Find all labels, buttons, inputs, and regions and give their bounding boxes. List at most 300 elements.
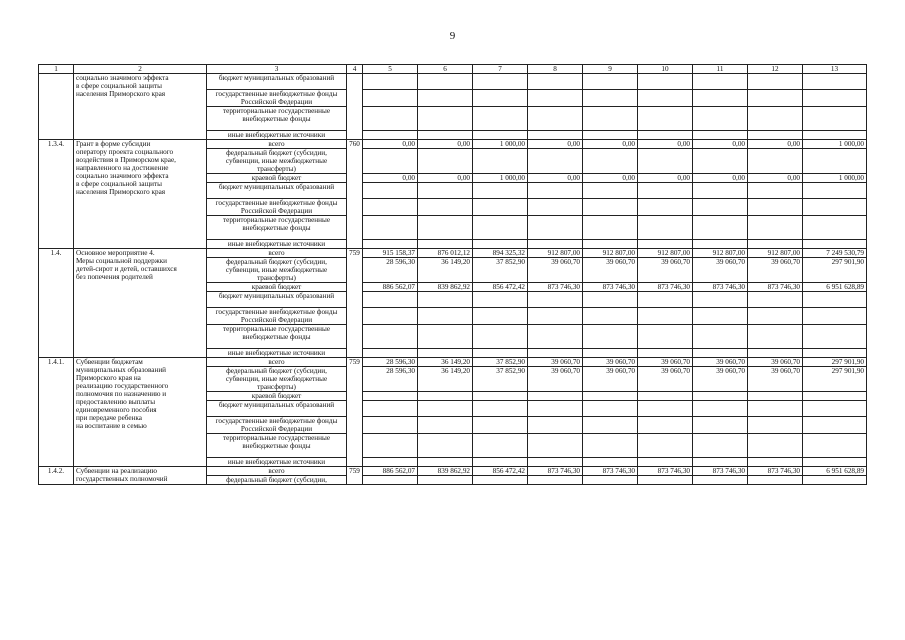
amount-cell [418, 401, 473, 417]
amount-cell: 0,00 [418, 174, 473, 183]
amount-cell [418, 90, 473, 107]
amount-cell [473, 476, 528, 485]
amount-cell [528, 199, 583, 216]
amount-cell: 0,00 [418, 140, 473, 149]
amount-cell [748, 401, 803, 417]
column-header: 13 [803, 65, 867, 74]
amount-cell: 912 807,00 [638, 249, 693, 258]
amount-cell: 912 807,00 [583, 249, 638, 258]
table-row [39, 140, 867, 149]
item-name: Основное мероприятие 4. Меры социальной поддержки детей-сирот и детей, оставшихся без попечения родителей [74, 249, 207, 358]
amount-cell: 39 060,70 [638, 367, 693, 392]
amount-cell: 39 060,70 [528, 258, 583, 283]
item-name: Субвенции бюджетам муниципальных образований Приморского края на реализацию государственного полномочия по назначению и предоставлению выплаты единовременного пособия при передаче ребенка на воспитание в семью [74, 358, 207, 467]
amount-cell [418, 476, 473, 485]
amount-cell [583, 458, 638, 467]
amount-cell: 28 596,30 [363, 367, 418, 392]
amount-cell: 39 060,70 [638, 358, 693, 367]
amount-cell [748, 199, 803, 216]
amount-cell [803, 292, 867, 308]
amount-cell: 39 060,70 [693, 358, 748, 367]
amount-cell: 39 060,70 [528, 358, 583, 367]
amount-cell [748, 308, 803, 325]
amount-cell [583, 392, 638, 401]
amount-cell [638, 90, 693, 107]
amount-cell: 894 325,32 [473, 249, 528, 258]
amount-cell: 39 060,70 [583, 367, 638, 392]
funding-source: федеральный бюджет (субсидии, субвенции, иные межбюджетные трансферты) [207, 149, 347, 174]
amount-cell: 873 746,30 [583, 467, 638, 476]
amount-cell [638, 74, 693, 90]
amount-cell [363, 349, 418, 358]
amount-cell [693, 240, 748, 249]
amount-cell [528, 476, 583, 485]
column-header: 11 [693, 65, 748, 74]
amount-cell [583, 149, 638, 174]
amount-cell [803, 240, 867, 249]
funding-source: всего [207, 249, 347, 258]
column-header: 7 [473, 65, 528, 74]
amount-cell [473, 199, 528, 216]
amount-cell [693, 458, 748, 467]
item-name: Грант в форме субсидии оператору проекта социального воздействия в Приморском крае, направленного на достижение социально значимого эффекта в сфере социальной защиты населения Приморского края [74, 140, 207, 249]
amount-cell [583, 183, 638, 199]
amount-cell [748, 476, 803, 485]
column-header: 5 [363, 65, 418, 74]
amount-cell [638, 434, 693, 458]
funding-source: территориальные государственные внебюджетные фонды [207, 216, 347, 240]
amount-cell [693, 308, 748, 325]
amount-cell: 0,00 [638, 174, 693, 183]
table-row [39, 74, 867, 90]
amount-cell [363, 434, 418, 458]
amount-cell [363, 149, 418, 174]
amount-cell [418, 458, 473, 467]
funding-source: всего [207, 358, 347, 367]
column-header: 8 [528, 65, 583, 74]
funding-source: иные внебюджетные источники [207, 349, 347, 358]
amount-cell: 39 060,70 [748, 258, 803, 283]
amount-cell [363, 74, 418, 90]
amount-cell [693, 476, 748, 485]
column-header: 2 [74, 65, 207, 74]
amount-cell [473, 131, 528, 140]
amount-cell [473, 292, 528, 308]
amount-cell [803, 308, 867, 325]
funding-source: иные внебюджетные источники [207, 240, 347, 249]
amount-cell [363, 107, 418, 131]
amount-cell [528, 349, 583, 358]
funding-source: федеральный бюджет (субсидии, субвенции, иные межбюджетные трансферты) [207, 367, 347, 392]
amount-cell [363, 216, 418, 240]
amount-cell: 0,00 [748, 140, 803, 149]
table-row [39, 249, 867, 258]
amount-cell [583, 199, 638, 216]
funding-source: бюджет муниципальных образований [207, 292, 347, 308]
column-header: 6 [418, 65, 473, 74]
amount-cell [363, 401, 418, 417]
amount-cell [418, 216, 473, 240]
amount-cell: 1 000,00 [473, 174, 528, 183]
column-header: 12 [748, 65, 803, 74]
amount-cell: 297 901,90 [803, 358, 867, 367]
amount-cell: 1 000,00 [803, 140, 867, 149]
amount-cell: 37 852,90 [473, 367, 528, 392]
amount-cell [693, 107, 748, 131]
amount-cell: 912 807,00 [528, 249, 583, 258]
amount-cell [583, 325, 638, 349]
amount-cell [528, 74, 583, 90]
funding-source: территориальные государственные внебюджетные фонды [207, 107, 347, 131]
amount-cell [803, 131, 867, 140]
amount-cell [803, 401, 867, 417]
amount-cell [803, 216, 867, 240]
amount-cell [528, 149, 583, 174]
amount-cell [418, 349, 473, 358]
funding-source: государственные внебюджетные фонды Российской Федерации [207, 199, 347, 216]
amount-cell [748, 392, 803, 401]
amount-cell [803, 149, 867, 174]
item-name: социально значимого эффекта в сфере социальной защиты населения Приморского края [74, 74, 207, 140]
amount-cell [528, 417, 583, 434]
amount-cell [803, 417, 867, 434]
program-finance-table [38, 64, 867, 485]
amount-cell [693, 131, 748, 140]
amount-cell [748, 74, 803, 90]
amount-cell [473, 74, 528, 90]
funding-source: всего [207, 467, 347, 476]
funding-source: территориальные государственные внебюджетные фонды [207, 325, 347, 349]
amount-cell [418, 308, 473, 325]
column-header: 4 [347, 65, 363, 74]
amount-cell [418, 240, 473, 249]
funding-source: всего [207, 140, 347, 149]
funding-source: краевой бюджет [207, 174, 347, 183]
amount-cell: 0,00 [363, 174, 418, 183]
amount-cell [803, 74, 867, 90]
amount-cell [583, 349, 638, 358]
amount-cell: 856 472,42 [473, 467, 528, 476]
amount-cell: 39 060,70 [528, 367, 583, 392]
amount-cell: 0,00 [583, 174, 638, 183]
amount-cell [418, 131, 473, 140]
amount-cell [803, 325, 867, 349]
budget-code: 759 [347, 467, 363, 485]
amount-cell [473, 107, 528, 131]
amount-cell: 873 746,30 [638, 467, 693, 476]
amount-cell [748, 131, 803, 140]
amount-cell [583, 476, 638, 485]
amount-cell [638, 292, 693, 308]
amount-cell: 37 852,90 [473, 358, 528, 367]
amount-cell [748, 458, 803, 467]
amount-cell [528, 434, 583, 458]
amount-cell: 856 472,42 [473, 283, 528, 292]
amount-cell: 912 807,00 [693, 249, 748, 258]
amount-cell: 6 951 628,89 [803, 283, 867, 292]
amount-cell [473, 458, 528, 467]
amount-cell [693, 417, 748, 434]
amount-cell: 915 158,37 [363, 249, 418, 258]
amount-cell [363, 199, 418, 216]
amount-cell [473, 417, 528, 434]
amount-cell [418, 392, 473, 401]
amount-cell [748, 107, 803, 131]
amount-cell [748, 434, 803, 458]
column-header: 9 [583, 65, 638, 74]
amount-cell [693, 292, 748, 308]
amount-cell: 36 149,20 [418, 367, 473, 392]
amount-cell: 886 562,07 [363, 467, 418, 476]
amount-cell [803, 90, 867, 107]
amount-cell: 36 149,20 [418, 258, 473, 283]
amount-cell [418, 325, 473, 349]
amount-cell [418, 183, 473, 199]
amount-cell [638, 417, 693, 434]
table-row [39, 467, 867, 476]
amount-cell: 0,00 [528, 174, 583, 183]
amount-cell [363, 308, 418, 325]
amount-cell: 6 951 628,89 [803, 467, 867, 476]
amount-cell [528, 183, 583, 199]
column-header: 3 [207, 65, 347, 74]
amount-cell: 39 060,70 [693, 258, 748, 283]
item-number: 1.4.2. [39, 467, 74, 485]
amount-cell [418, 199, 473, 216]
funding-source: краевой бюджет [207, 392, 347, 401]
amount-cell [418, 292, 473, 308]
amount-cell [473, 308, 528, 325]
amount-cell [473, 183, 528, 199]
funding-source: государственные внебюджетные фонды Российской Федерации [207, 417, 347, 434]
amount-cell [748, 325, 803, 349]
amount-cell: 873 746,30 [693, 467, 748, 476]
amount-cell: 0,00 [748, 174, 803, 183]
amount-cell [363, 292, 418, 308]
amount-cell: 873 746,30 [748, 283, 803, 292]
amount-cell [803, 458, 867, 467]
amount-cell [748, 417, 803, 434]
amount-cell: 873 746,30 [528, 283, 583, 292]
amount-cell [528, 107, 583, 131]
amount-cell: 39 060,70 [748, 358, 803, 367]
amount-cell [638, 107, 693, 131]
item-number: 1.3.4. [39, 140, 74, 249]
amount-cell [363, 90, 418, 107]
amount-cell [583, 434, 638, 458]
amount-cell: 0,00 [583, 140, 638, 149]
amount-cell [803, 183, 867, 199]
amount-cell [638, 401, 693, 417]
amount-cell: 39 060,70 [748, 367, 803, 392]
budget-code: 760 [347, 140, 363, 249]
amount-cell [583, 216, 638, 240]
amount-cell [693, 90, 748, 107]
amount-cell [363, 325, 418, 349]
item-number: 1.4. [39, 249, 74, 358]
funding-source: бюджет муниципальных образований [207, 183, 347, 199]
amount-cell [528, 401, 583, 417]
funding-source: иные внебюджетные источники [207, 131, 347, 140]
amount-cell [363, 417, 418, 434]
amount-cell: 839 862,92 [418, 283, 473, 292]
funding-source: иные внебюджетные источники [207, 458, 347, 467]
amount-cell [638, 458, 693, 467]
amount-cell: 39 060,70 [583, 358, 638, 367]
amount-cell [693, 199, 748, 216]
amount-cell [583, 74, 638, 90]
amount-cell [528, 240, 583, 249]
amount-cell: 297 901,90 [803, 258, 867, 283]
amount-cell: 0,00 [363, 140, 418, 149]
amount-cell [693, 325, 748, 349]
amount-cell [528, 216, 583, 240]
amount-cell [748, 149, 803, 174]
amount-cell [638, 131, 693, 140]
amount-cell [693, 183, 748, 199]
amount-cell: 0,00 [528, 140, 583, 149]
amount-cell [693, 149, 748, 174]
amount-cell: 873 746,30 [693, 283, 748, 292]
amount-cell: 873 746,30 [638, 283, 693, 292]
amount-cell [693, 392, 748, 401]
item-number: 1.4.1. [39, 358, 74, 467]
amount-cell [638, 240, 693, 249]
funding-source: федеральный бюджет (субсидии, субвенции, иные межбюджетные трансферты) [207, 258, 347, 283]
amount-cell: 36 149,20 [418, 358, 473, 367]
amount-cell [638, 183, 693, 199]
amount-cell: 28 596,30 [363, 258, 418, 283]
funding-source: бюджет муниципальных образований [207, 401, 347, 417]
amount-cell [473, 349, 528, 358]
amount-cell [693, 401, 748, 417]
funding-source: территориальные государственные внебюджетные фонды [207, 434, 347, 458]
amount-cell [693, 216, 748, 240]
amount-cell: 912 807,00 [748, 249, 803, 258]
amount-cell: 0,00 [693, 174, 748, 183]
amount-cell [638, 216, 693, 240]
amount-cell [583, 107, 638, 131]
amount-cell: 39 060,70 [638, 258, 693, 283]
amount-cell [363, 183, 418, 199]
amount-cell [638, 325, 693, 349]
amount-cell [473, 434, 528, 458]
amount-cell: 7 249 530,79 [803, 249, 867, 258]
amount-cell [583, 308, 638, 325]
amount-cell: 39 060,70 [583, 258, 638, 283]
amount-cell [638, 149, 693, 174]
amount-cell [693, 349, 748, 358]
funding-source: государственные внебюджетные фонды Российской Федерации [207, 308, 347, 325]
funding-source: краевой бюджет [207, 283, 347, 292]
amount-cell [583, 240, 638, 249]
amount-cell [363, 476, 418, 485]
amount-cell [528, 458, 583, 467]
amount-cell: 0,00 [693, 140, 748, 149]
amount-cell: 0,00 [638, 140, 693, 149]
item-name: Субвенции на реализацию государственных полномочий [74, 467, 207, 485]
header-row [39, 65, 867, 74]
amount-cell [638, 392, 693, 401]
amount-cell [748, 240, 803, 249]
amount-cell [638, 199, 693, 216]
amount-cell [583, 401, 638, 417]
amount-cell [803, 107, 867, 131]
funding-source: государственные внебюджетные фонды Российской Федерации [207, 90, 347, 107]
amount-cell [528, 292, 583, 308]
amount-cell [473, 216, 528, 240]
amount-cell [748, 292, 803, 308]
amount-cell: 28 596,30 [363, 358, 418, 367]
amount-cell [748, 216, 803, 240]
amount-cell [473, 149, 528, 174]
amount-cell [748, 90, 803, 107]
column-header: 10 [638, 65, 693, 74]
amount-cell: 839 862,92 [418, 467, 473, 476]
amount-cell [363, 392, 418, 401]
column-header: 1 [39, 65, 74, 74]
amount-cell: 876 012,12 [418, 249, 473, 258]
amount-cell [803, 434, 867, 458]
amount-cell [473, 392, 528, 401]
amount-cell [583, 90, 638, 107]
amount-cell [473, 401, 528, 417]
budget-code: 759 [347, 249, 363, 358]
amount-cell [803, 199, 867, 216]
amount-cell [638, 476, 693, 485]
amount-cell [803, 392, 867, 401]
amount-cell: 873 746,30 [528, 467, 583, 476]
amount-cell [583, 417, 638, 434]
amount-cell: 39 060,70 [693, 367, 748, 392]
amount-cell [418, 74, 473, 90]
amount-cell [418, 434, 473, 458]
amount-cell [418, 149, 473, 174]
amount-cell [363, 458, 418, 467]
item-number [39, 74, 74, 140]
budget-code [347, 74, 363, 140]
amount-cell [418, 107, 473, 131]
amount-cell [528, 325, 583, 349]
amount-cell: 873 746,30 [748, 467, 803, 476]
page-number: 9 [449, 30, 456, 42]
amount-cell [638, 308, 693, 325]
amount-cell [528, 131, 583, 140]
table-row [39, 358, 867, 367]
amount-cell [693, 74, 748, 90]
amount-cell [693, 434, 748, 458]
amount-cell: 1 000,00 [473, 140, 528, 149]
amount-cell [528, 308, 583, 325]
amount-cell [418, 417, 473, 434]
amount-cell: 886 562,07 [363, 283, 418, 292]
funding-source: федеральный бюджет (субсидии, [207, 476, 347, 485]
amount-cell [803, 476, 867, 485]
amount-cell [583, 131, 638, 140]
amount-cell [473, 240, 528, 249]
amount-cell [638, 349, 693, 358]
amount-cell [528, 392, 583, 401]
amount-cell: 873 746,30 [583, 283, 638, 292]
amount-cell [473, 325, 528, 349]
amount-cell: 1 000,00 [803, 174, 867, 183]
amount-cell: 37 852,90 [473, 258, 528, 283]
amount-cell [583, 292, 638, 308]
amount-cell [528, 90, 583, 107]
amount-cell [363, 240, 418, 249]
budget-code: 759 [347, 358, 363, 467]
amount-cell [473, 90, 528, 107]
